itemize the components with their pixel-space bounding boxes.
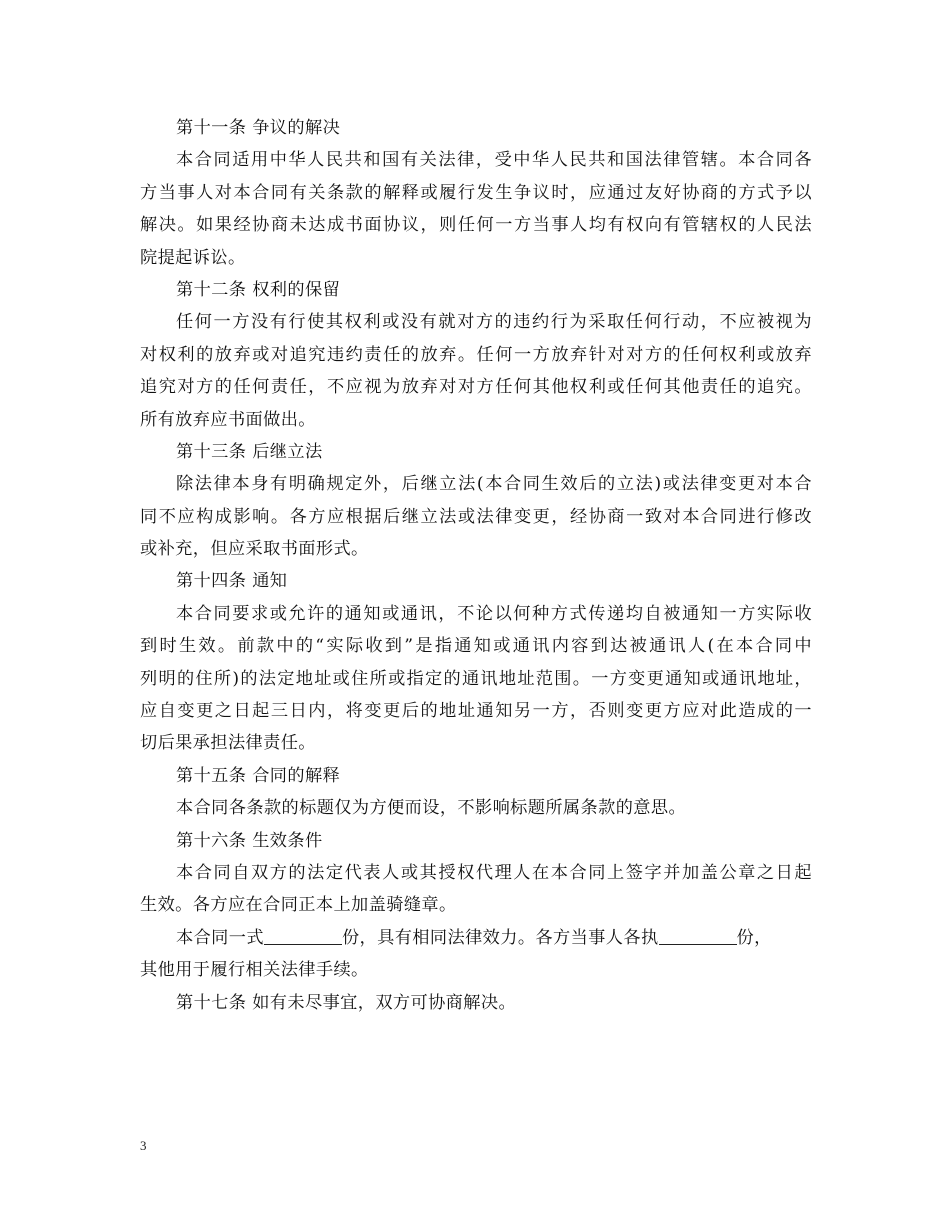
article-12-line-2: 对权利的放弃或对追究违约责任的放弃。任何一方放弃针对对方的任何权利或放弃 — [140, 344, 812, 365]
article-16-copies-line-2: 其他用于履行相关法律手续。 — [140, 960, 369, 981]
article-14-line-2: 到时生效。前款中的“实际收到”是指通知或通讯内容到达被通讯人(在本合同中 — [140, 636, 812, 657]
article-16-copies-line — [140, 922, 812, 954]
document-page — [140, 112, 812, 1019]
article-12-line-4: 所有放弃应书面做出。 — [140, 409, 316, 430]
article-12-heading: 第十二条 权利的保留 — [176, 279, 341, 300]
article-13-line-2: 同不应构成影响。各方应根据后继立法或法律变更，经协商一致对本合同进行修改 — [140, 506, 812, 527]
copies-count-blank[interactable] — [264, 926, 342, 945]
article-14-line-4: 应自变更之日起三日内，将变更后的地址通知另一方，否则变更方应对此造成的一 — [140, 701, 812, 722]
article-11-line-3: 解决。如果经协商未达成书面协议，则任何一方当事人均有权向有管辖权的人民法 — [140, 215, 812, 236]
article-14-line-1: 本合同要求或允许的通知或通讯，不论以何种方式传递均自被通知一方实际收 — [176, 603, 812, 624]
article-11-line-1: 本合同适用中华人民共和国有关法律，受中华人民共和国法律管辖。本合同各 — [176, 150, 812, 171]
article-11-line-4: 院提起诉讼。 — [140, 247, 246, 268]
article-16-heading: 第十六条 生效条件 — [176, 830, 323, 851]
article-14-heading: 第十四条 通知 — [176, 571, 288, 592]
article-16-line-2: 生效。各方应在合同正本上加盖骑缝章。 — [140, 895, 457, 916]
article-11-line-2: 方当事人对本合同有关条款的解释或履行发生争议时，应通过友好协商的方式予以 — [140, 182, 812, 203]
article-12-line-3: 追究对方的任何责任，不应视为放弃对对方任何其他权利或任何其他责任的追究。 — [140, 377, 812, 398]
article-15-line-1: 本合同各条款的标题仅为方便而设，不影响标题所属条款的意思。 — [176, 798, 687, 819]
article-12-line-1: 任何一方没有行使其权利或没有就对方的违约行为采取任何行动，不应被视为 — [176, 312, 812, 333]
article-14-line-3: 列明的住所)的法定地址或住所或指定的通讯地址范围。一方变更通知或通讯地址， — [140, 668, 812, 689]
article-14-line-5: 切后果承担法律责任。 — [140, 733, 316, 754]
article-15-heading: 第十五条 合同的解释 — [176, 765, 341, 786]
article-17-heading: 第十七条 如有未尽事宜，双方可协商解决。 — [176, 992, 517, 1013]
article-13-heading: 第十三条 后继立法 — [176, 441, 323, 462]
article-16-line-1: 本合同自双方的法定代表人或其授权代理人在本合同上签字并加盖公章之日起 — [176, 862, 812, 883]
copies-each-blank[interactable] — [659, 926, 737, 945]
page-number: 3 — [140, 1138, 147, 1153]
article-13-line-1: 除法律本身有明确规定外，后继立法(本合同生效后的立法)或法律变更对本合 — [176, 474, 812, 495]
copies-text-c: 份， — [736, 927, 772, 948]
copies-text-a: 本合同一式 — [176, 927, 264, 948]
copies-text-b: 份，具有相同法律效力。各方当事人各执 — [341, 927, 659, 948]
article-11-heading: 第十一条 争议的解决 — [176, 118, 341, 138]
article-13-line-3: 或补充，但应采取书面形式。 — [140, 539, 369, 560]
